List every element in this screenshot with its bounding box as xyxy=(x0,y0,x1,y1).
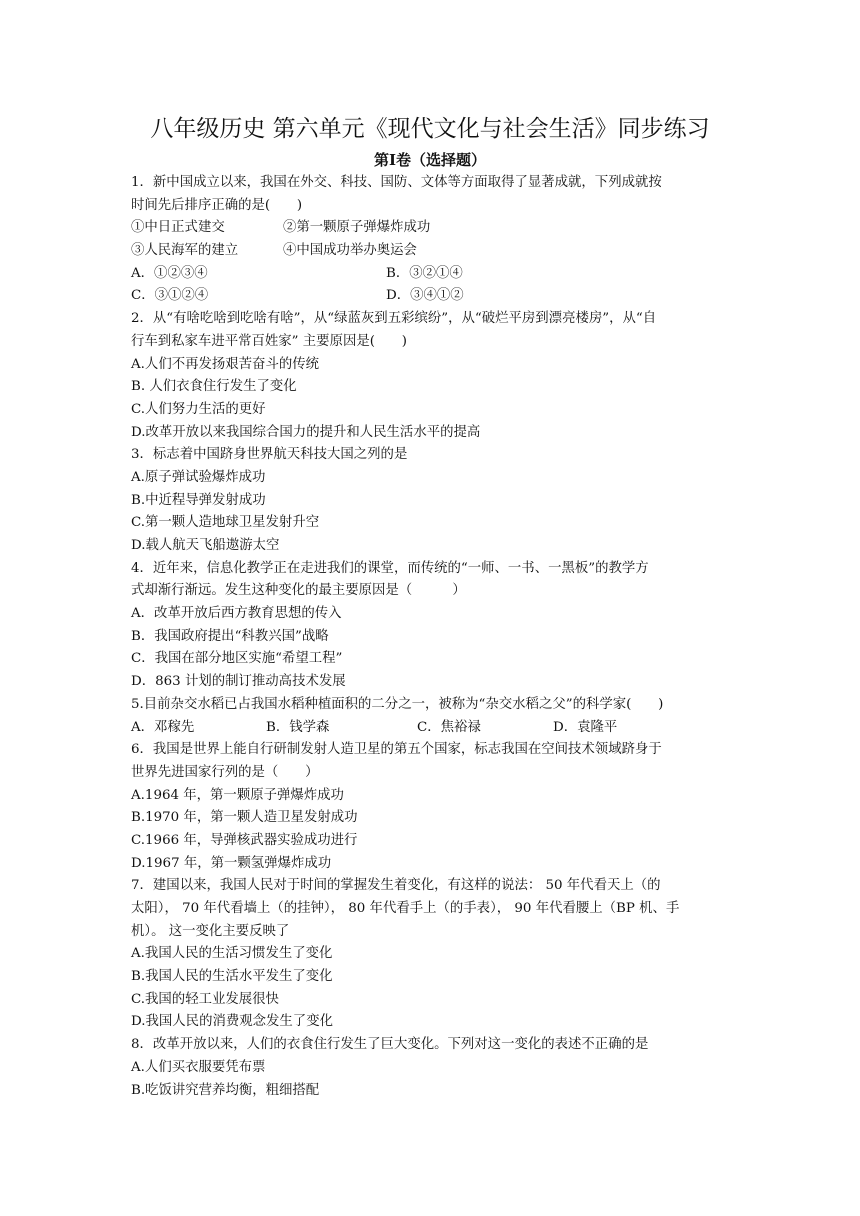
question-list xyxy=(131,172,741,1102)
option: D．袁隆平 xyxy=(553,719,618,735)
option: B.吃饭讲究营养均衡，粗细搭配 xyxy=(131,1082,320,1098)
question-stem: 6．我国是世界上能自行研制发射人造卫星的第五个国家，标志我国在空间技术领域跻身于 xyxy=(131,742,662,758)
section-title: 第Ⅰ卷（选择题） xyxy=(373,151,487,169)
option: C.1966 年，导弹核武器实验成功进行 xyxy=(131,832,358,848)
option: A．改革开放后西方教育思想的传入 xyxy=(131,606,342,622)
question-stem: 太阳）， 70 年代看墙上（的挂钟）， 80 年代看手上（的手表）， 90 年代看腰上（BP 机、手 xyxy=(131,901,680,916)
option: C.第一颗人造地球卫星发射升空 xyxy=(131,515,320,531)
question-stem: 时间先后排序正确的是( ) xyxy=(131,197,303,213)
option-row xyxy=(131,263,741,286)
question-stem: 3．标志着中国跻身世界航天科技大国之列的是 xyxy=(131,447,408,463)
option: A.人们不再发扬艰苦奋斗的传统 xyxy=(131,356,320,372)
item-row xyxy=(131,217,741,240)
question-3 xyxy=(131,444,741,557)
option: B．③②①④ xyxy=(386,265,463,281)
item: ③人民海军的建立 xyxy=(131,243,239,259)
question-2 xyxy=(131,308,741,444)
question-5 xyxy=(131,694,741,739)
question-stem: 8．改革开放以来，人们的衣食住行发生了巨大变化。下列对这一变化的表述不正确的是 xyxy=(131,1037,649,1053)
question-1 xyxy=(131,172,741,308)
option: B. 人们衣食住行发生了变化 xyxy=(131,379,297,395)
option: C．焦裕禄 xyxy=(417,719,481,735)
question-4 xyxy=(131,558,741,694)
option: A．邓稼先 xyxy=(131,719,195,735)
option: D．③④①② xyxy=(386,288,464,304)
question-stem: 4．近年来，信息化教学正在走进我们的课堂，而传统的“一师、一书、一黑板”的教学方 xyxy=(131,560,649,576)
question-7 xyxy=(131,875,741,1034)
option-row xyxy=(131,717,741,740)
option: B.中近程导弹发射成功 xyxy=(131,492,266,508)
question-stem: 2．从“有啥吃啥到吃啥有啥”，从“绿蓝灰到五彩缤纷”，从“破烂平房到漂亮楼房”，从“自 xyxy=(131,311,657,327)
option: D.载人航天飞船遨游太空 xyxy=(131,538,280,553)
option: C.我国的轻工业发展很快 xyxy=(131,991,279,1007)
option: C．我国在部分地区实施“希望工程” xyxy=(131,651,343,667)
option: A.原子弹试验爆炸成功 xyxy=(131,469,266,485)
option: D.我国人民的消费观念发生了变化 xyxy=(131,1014,333,1030)
item: ②第一颗原子弹爆炸成功 xyxy=(283,220,431,236)
option: B．我国政府提出“科教兴国”战略 xyxy=(131,628,329,644)
question-stem: 式却渐行渐远。发生这种变化的最主要原因是（ ） xyxy=(131,583,466,599)
item-row xyxy=(131,240,741,263)
question-stem: 5.目前杂交水稻已占我国水稻种植面积的二分之一，被称为“杂交水稻之父”的科学家( ) xyxy=(131,696,664,712)
question-stem: 机）。 这一变化主要反映了 xyxy=(131,923,290,939)
item: ④中国成功举办奥运会 xyxy=(283,243,417,259)
option: D．863 计划的制订推动高技术发展 xyxy=(131,674,346,690)
option: A．①②③④ xyxy=(131,265,208,281)
option: C.人们努力生活的更好 xyxy=(131,401,266,417)
option: B．钱学森 xyxy=(266,719,330,735)
option: C．③①②④ xyxy=(131,288,209,304)
option-row xyxy=(131,285,741,308)
option: B.1970 年，第一颗人造卫星发射成功 xyxy=(131,810,358,826)
option: B.我国人民的生活水平发生了变化 xyxy=(131,969,333,985)
question-stem: 世界先进国家行列的是（ ） xyxy=(131,764,319,780)
option: A.1964 年，第一颗原子弹爆炸成功 xyxy=(131,787,344,803)
option: D.改革开放以来我国综合国力的提升和人民生活水平的提高 xyxy=(131,424,481,440)
question-6 xyxy=(131,739,741,875)
option: A.我国人民的生活习惯发生了变化 xyxy=(131,946,333,962)
question-8 xyxy=(131,1034,741,1102)
question-stem: 行车到私家车进平常百姓家” 主要原因是( ) xyxy=(131,333,407,349)
item: ①中日正式建交 xyxy=(131,220,225,236)
option: D.1967 年，第一颗氢弹爆炸成功 xyxy=(131,855,332,871)
question-stem: 7．建国以来，我国人民对于时间的掌握发生着变化，有这样的说法： 50 年代看天上（的 xyxy=(131,878,661,894)
option: A.人们买衣服要凭布票 xyxy=(131,1059,266,1075)
page-title: 八年级历史 第六单元《现代文化与社会生活》同步练习 xyxy=(150,116,710,142)
question-stem: 1．新中国成立以来，我国在外交、科技、国防、文体等方面取得了显著成就，下列成就按 xyxy=(131,175,662,190)
